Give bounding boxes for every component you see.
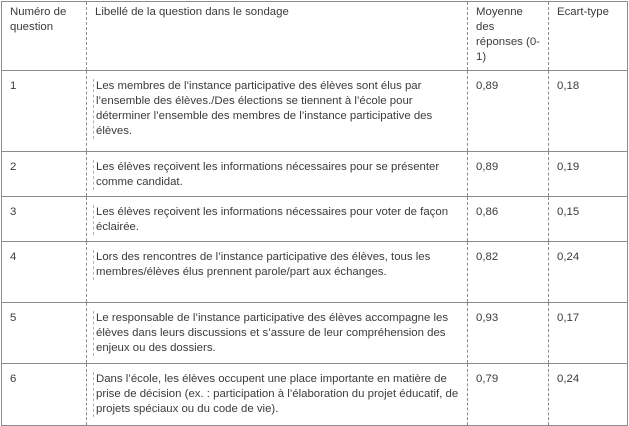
header-standard-deviation: Ecart-type: [549, 2, 628, 71]
header-question-label: Libellé de la question dans le sondage: [87, 2, 468, 71]
question-label: [87, 303, 468, 364]
question-number: 3: [2, 197, 87, 242]
question-label: [87, 197, 468, 242]
table-row: [2, 303, 628, 364]
table-row: [2, 197, 628, 242]
standard-deviation-value: 0,19: [549, 152, 628, 197]
question-label-text: Le responsable de l’instance participative des élèves accompagne les élèves dans leurs discussions et s’assure de leur compréhension des enjeux ou des dossiers.: [93, 311, 460, 356]
question-label: [87, 152, 468, 197]
question-number: 4: [2, 242, 87, 303]
question-label-text: Les élèves reçoivent les informations nécessaires pour se présenter comme candidat.: [93, 160, 460, 190]
standard-deviation-value: 0,17: [549, 303, 628, 364]
mean-value: 0,93: [468, 303, 549, 364]
table-header-row: [2, 2, 628, 71]
question-label-text: Lors des rencontres de l’instance participative des élèves, tous les membres/élèves élus prennent parole/part aux échanges.: [93, 250, 460, 280]
question-label: [87, 242, 468, 303]
question-number: 1: [2, 71, 87, 152]
header-mean: Moyenne des réponses (0-1): [468, 2, 549, 71]
standard-deviation-value: 0,24: [549, 364, 628, 426]
header-question-number: Numéro de question: [2, 2, 87, 71]
question-number: 6: [2, 364, 87, 426]
mean-value: 0,89: [468, 152, 549, 197]
question-label: [87, 71, 468, 152]
survey-results-table: [1, 1, 628, 426]
table-row: [2, 152, 628, 197]
question-number: 5: [2, 303, 87, 364]
mean-value: 0,89: [468, 71, 549, 152]
question-label-text: Les membres de l’instance participative des élèves sont élus par l’ensemble des élèves./Des élections se tiennent à l’école pour déterminer l’ensemble des membres de l’instance participative des élèves.: [93, 79, 460, 139]
table-row: [2, 71, 628, 152]
standard-deviation-value: 0,18: [549, 71, 628, 152]
question-label-text: Les élèves reçoivent les informations nécessaires pour voter de façon éclairée.: [93, 205, 460, 235]
mean-value: 0,79: [468, 364, 549, 426]
mean-value: 0,82: [468, 242, 549, 303]
standard-deviation-value: 0,15: [549, 197, 628, 242]
question-number: 2: [2, 152, 87, 197]
standard-deviation-value: 0,24: [549, 242, 628, 303]
table-row: [2, 364, 628, 426]
mean-value: 0,86: [468, 197, 549, 242]
question-label: [87, 364, 468, 426]
question-label-text: Dans l’école, les élèves occupent une place importante en matière de prise de décision (ex. : participation à l’élaboration du projet éducatif, de projets spéciaux ou du code de vie).: [93, 372, 460, 417]
table-row: [2, 242, 628, 303]
